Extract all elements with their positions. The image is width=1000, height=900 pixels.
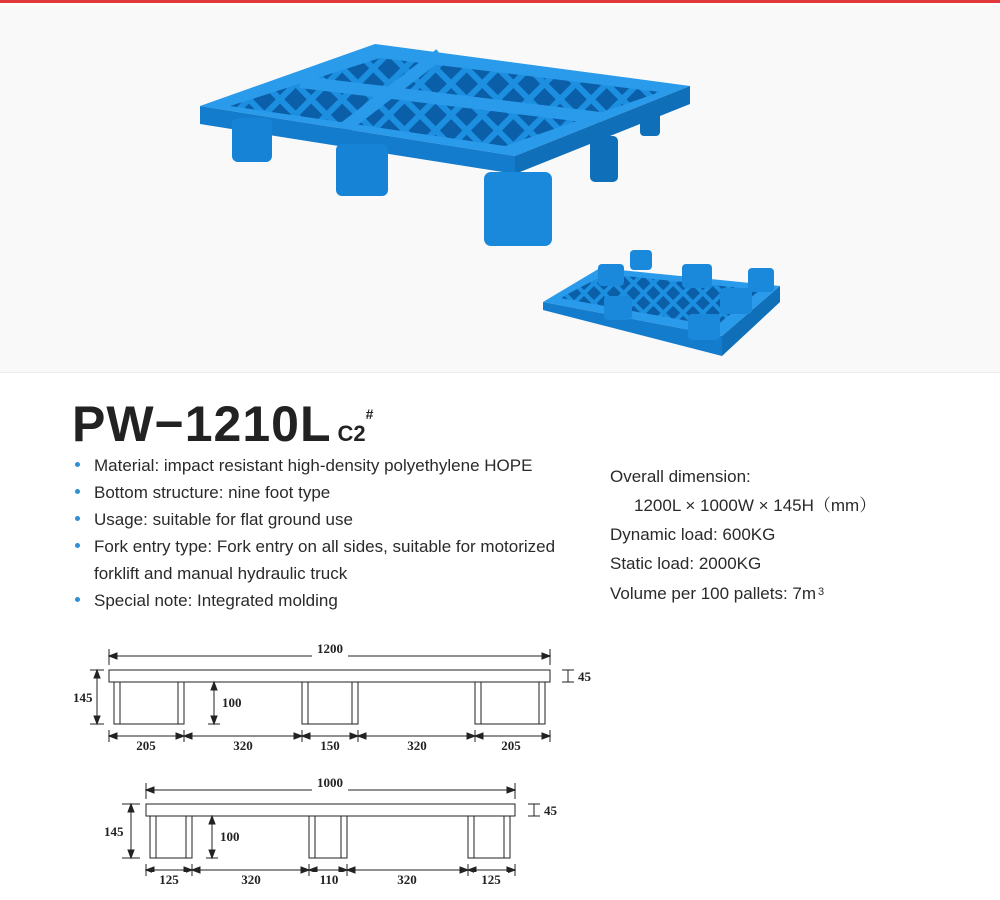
length-height-label: 145 <box>73 690 93 705</box>
width-segment-label: 110 <box>319 872 339 887</box>
volume-unit: 3 <box>818 586 825 598</box>
dynamic-load: Dynamic load: 600KG <box>610 525 776 544</box>
length-dimension-drawing <box>0 638 1000 758</box>
feature-text: Special note: Integrated molding <box>94 591 338 610</box>
product-suffix-mark: # <box>365 406 374 422</box>
length-segment-label: 150 <box>320 738 340 753</box>
feature-text: Material: impact resistant high-density polyethylene HOPE <box>94 456 533 475</box>
width-foot-height-label: 100 <box>220 829 240 844</box>
volume-text: Volume per 100 pallets: 7m <box>610 584 817 603</box>
width-dimension-drawing <box>0 772 1000 892</box>
length-deck-thickness-label: 45 <box>578 669 591 684</box>
list-item <box>72 479 592 506</box>
product-model: PW−1210L <box>72 396 332 452</box>
spec-panel <box>610 462 990 608</box>
small-pallet-image <box>543 250 780 356</box>
width-segment-label: 320 <box>397 872 417 887</box>
feature-list <box>72 452 592 614</box>
feature-text: Bottom structure: nine foot type <box>94 483 331 502</box>
top-accent-line <box>0 0 1000 3</box>
length-total-label: 1200 <box>317 641 343 656</box>
list-item <box>72 587 592 614</box>
overall-dimension-label: Overall dimension: <box>610 467 751 486</box>
length-segment-label: 205 <box>501 738 521 753</box>
volume-row <box>610 578 990 608</box>
pallet-illustration <box>0 6 1000 372</box>
bullet-icon <box>75 462 80 467</box>
feature-text: Fork entry type: Fork entry on all sides, suitable for motorized forklift and manual hydraulic truck <box>94 537 556 583</box>
bullet-icon <box>75 516 80 521</box>
width-height-label: 145 <box>104 824 124 839</box>
bullet-icon <box>75 597 80 602</box>
large-pallet-image <box>200 44 690 246</box>
bullet-icon <box>75 489 80 494</box>
width-deck-thickness-label: 45 <box>544 803 557 818</box>
feature-text: Usage: suitable for flat ground use <box>94 510 353 529</box>
length-segment-label: 320 <box>407 738 427 753</box>
bullet-icon <box>75 543 80 548</box>
product-suffix: C2 <box>337 421 366 446</box>
list-item <box>72 506 592 533</box>
width-segment-label: 320 <box>241 872 261 887</box>
length-foot-height-label: 100 <box>222 695 242 710</box>
width-total-label: 1000 <box>317 775 343 790</box>
overall-dimension-value: 1200L × 1000W × 145H（mm） <box>634 496 877 515</box>
product-photo-area <box>0 6 1000 373</box>
list-item <box>72 452 592 479</box>
length-segment-label: 320 <box>233 738 253 753</box>
list-item <box>72 533 592 587</box>
length-segment-label: 205 <box>136 738 156 753</box>
width-segment-label: 125 <box>481 872 501 887</box>
static-load: Static load: 2000KG <box>610 554 762 573</box>
width-segment-label: 125 <box>159 872 179 887</box>
product-title <box>72 395 373 453</box>
